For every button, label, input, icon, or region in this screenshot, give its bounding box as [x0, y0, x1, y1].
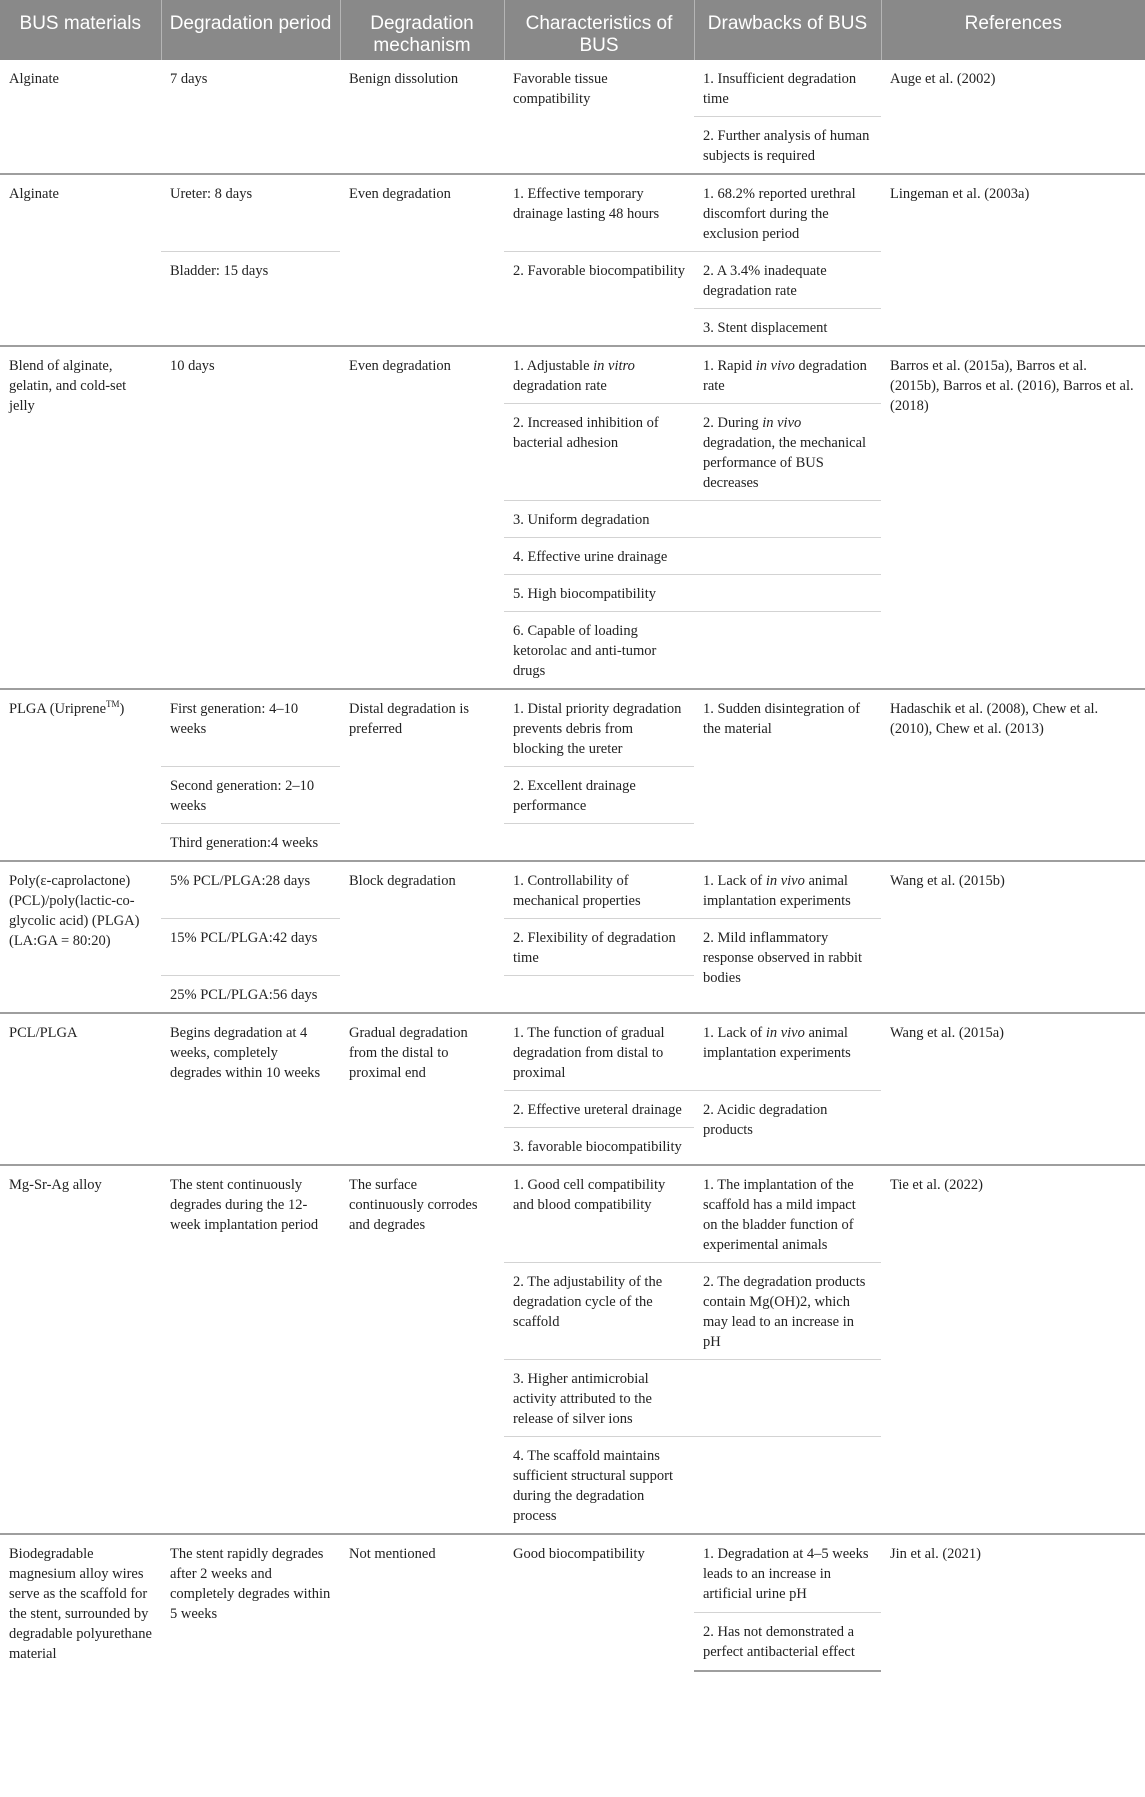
- italic-term: in vivo: [762, 415, 802, 431]
- cell-characteristic: 6. Capable of loading ketorolac and anti-tumor drugs: [504, 612, 694, 690]
- header-row: [0, 0, 1145, 60]
- text-segment: 1. Rapid: [703, 358, 756, 374]
- cell-mechanism: Not mentioned: [340, 1534, 504, 1671]
- table-row: [0, 1165, 1145, 1263]
- header-drawbacks: Drawbacks of BUS: [694, 0, 881, 60]
- cell-characteristic: 4. Effective urine drainage: [504, 538, 694, 575]
- cell-drawback: 2. Has not demonstrated a perfect antibacterial effect: [694, 1613, 881, 1671]
- cell-reference: Barros et al. (2015a), Barros et al. (2015b), Barros et al. (2016), Barros et al. (2018): [881, 346, 1145, 689]
- cell-material: Mg-Sr-Ag alloy: [0, 1165, 161, 1534]
- cell-characteristic: 5. High biocompatibility: [504, 575, 694, 612]
- cell-characteristic: 1. Distal priority degradation prevents debris from blocking the ureter: [504, 689, 694, 767]
- cell-characteristic: 2. Effective ureteral drainage: [504, 1091, 694, 1128]
- cell-characteristic: 3. favorable biocompatibility: [504, 1128, 694, 1166]
- header-characteristics: Characteristics of BUS: [504, 0, 694, 60]
- cell-material: [0, 689, 161, 861]
- italic-term: in vivo: [755, 358, 795, 374]
- cell-material: Blend of alginate, gelatin, and cold-set jelly: [0, 346, 161, 689]
- cell-drawback: 2. The degradation products contain Mg(OH)2, which may lead to an increase in pH: [694, 1263, 881, 1360]
- cell-drawback-empty: [694, 1437, 881, 1535]
- cell-drawback: 1. Sudden disintegration of the material: [694, 689, 881, 861]
- cell-mechanism: Benign dissolution: [349, 71, 459, 87]
- cell-reference: Wang et al. (2015a): [881, 1013, 1145, 1165]
- cell-drawback-empty: [694, 501, 881, 538]
- cell-characteristic: [504, 346, 694, 404]
- cell-characteristic: 3. Uniform degradation: [504, 501, 694, 538]
- cell-period: Third generation:4 weeks: [161, 824, 340, 862]
- cell-drawback: [694, 1013, 881, 1091]
- text-segment: animal implantation experiments: [703, 873, 851, 909]
- text-segment: degradation, the mechanical performance of BUS decreases: [703, 435, 867, 491]
- cell-drawback: 2. Acidic degradation products: [694, 1091, 881, 1166]
- cell-drawback: 2. A 3.4% inadequate degradation rate: [694, 252, 881, 309]
- cell-material: Alginate: [9, 71, 59, 87]
- cell-period: Begins degradation at 4 weeks, completely degrades within 10 weeks: [161, 1013, 340, 1165]
- table-row: [0, 346, 1145, 404]
- cell-characteristic: 1. Controllability of mechanical properties: [504, 861, 694, 919]
- cell-characteristic: 2. Excellent drainage performance: [504, 767, 694, 824]
- cell-drawback: 1. The implantation of the scaffold has a mild impact on the bladder function of experimental animals: [694, 1165, 881, 1263]
- cell-characteristic: 2. The adjustability of the degradation cycle of the scaffold: [504, 1263, 694, 1360]
- cell-characteristic: 1. Good cell compatibility and blood compatibility: [504, 1165, 694, 1263]
- cell-period: 10 days: [161, 346, 340, 689]
- table-row: [0, 1534, 1145, 1613]
- cell-period: The stent continuously degrades during the 12-week implantation period: [161, 1165, 340, 1534]
- cell-period: 15% PCL/PLGA:42 days: [161, 919, 340, 976]
- cell-period: Bladder: 15 days: [161, 252, 340, 347]
- cell-drawback: 2. Further analysis of human subjects is required: [694, 117, 881, 175]
- cell-period: Ureter: 8 days: [161, 174, 340, 252]
- cell-mechanism: Even degradation: [340, 346, 504, 689]
- cell-drawback: [694, 861, 881, 919]
- cell-mechanism: Gradual degradation from the distal to proximal end: [340, 1013, 504, 1165]
- cell-mechanism: Even degradation: [340, 174, 504, 346]
- cell-characteristic: 2. Favorable biocompatibility: [504, 252, 694, 347]
- italic-term: in vitro: [593, 358, 635, 374]
- cell-characteristic: Good biocompatibility: [504, 1534, 694, 1671]
- cell-reference: Lingeman et al. (2003a): [881, 174, 1145, 346]
- table-row: [0, 174, 1145, 252]
- header-references: References: [881, 0, 1145, 60]
- cell-period: 5% PCL/PLGA:28 days: [161, 861, 340, 919]
- text-segment: 2. During: [703, 415, 763, 431]
- cell-drawback: 3. Stent displacement: [694, 309, 881, 347]
- cell-characteristic-empty: [504, 824, 694, 862]
- cell-characteristic: 1. The function of gradual degradation from distal to proximal: [504, 1013, 694, 1091]
- text-segment: animal implantation experiments: [703, 1025, 851, 1061]
- table-row: [0, 1013, 1145, 1091]
- header-mechanism: Degradation mechanism: [340, 0, 504, 60]
- text-segment: ): [119, 701, 125, 717]
- table-row: [0, 861, 1145, 919]
- cell-drawback-empty: [694, 1360, 881, 1437]
- trademark-mark: TM: [106, 699, 120, 710]
- cell-drawback-empty: [694, 575, 881, 612]
- cell-drawback-empty: [694, 612, 881, 690]
- cell-drawback: [694, 346, 881, 404]
- cell-mechanism: Block degradation: [340, 861, 504, 1013]
- cell-material: Biodegradable magnesium alloy wires serve as the scaffold for the stent, surrounded by degradable polyurethane material: [0, 1534, 161, 1671]
- table-row: [0, 60, 1145, 117]
- cell-mechanism: Distal degradation is preferred: [340, 689, 504, 861]
- cell-drawback: 2. Mild inflammatory response observed in rabbit bodies: [694, 919, 881, 1014]
- cell-material: Poly(ε-caprolactone) (PCL)/poly(lactic-co-glycolic acid) (PLGA) (LA:GA = 80:20): [0, 861, 161, 1013]
- cell-characteristic: 2. Flexibility of degradation time: [504, 919, 694, 976]
- cell-reference: Hadaschik et al. (2008), Chew et al. (2010), Chew et al. (2013): [881, 689, 1145, 861]
- header-materials: BUS materials: [0, 0, 161, 60]
- cell-characteristic: Favorable tissue compatibility: [513, 71, 608, 107]
- italic-term: in vivo: [765, 873, 805, 889]
- cell-drawback-empty: [694, 538, 881, 575]
- text-segment: 1. Adjustable: [513, 358, 594, 374]
- cell-material: Alginate: [0, 174, 161, 346]
- text-segment: PLGA (Uriprene: [9, 701, 107, 717]
- italic-term: in vivo: [765, 1025, 805, 1041]
- text-segment: 1. Lack of: [703, 1025, 766, 1041]
- cell-characteristic-empty: [504, 976, 694, 1014]
- cell-reference: Tie et al. (2022): [881, 1165, 1145, 1534]
- header-period: Degradation period: [161, 0, 340, 60]
- table-row: [0, 689, 1145, 767]
- cell-reference: Wang et al. (2015b): [881, 861, 1145, 1013]
- cell-period: Second generation: 2–10 weeks: [161, 767, 340, 824]
- text-segment: degradation rate: [703, 358, 867, 394]
- cell-characteristic: 3. Higher antimicrobial activity attributed to the release of silver ions: [504, 1360, 694, 1437]
- cell-characteristic: 2. Increased inhibition of bacterial adhesion: [504, 404, 694, 501]
- cell-material: PCL/PLGA: [0, 1013, 161, 1165]
- cell-drawback: [694, 404, 881, 501]
- cell-reference: Jin et al. (2021): [881, 1534, 1145, 1671]
- cell-characteristic: 4. The scaffold maintains sufficient structural support during the degradation process: [504, 1437, 694, 1535]
- cell-drawback: 1. Insufficient degradation time: [703, 71, 857, 107]
- text-segment: 1. Lack of: [703, 873, 766, 889]
- cell-drawback: 1. Degradation at 4–5 weeks leads to an increase in artificial urine pH: [694, 1534, 881, 1613]
- cell-reference: Auge et al. (2002): [890, 71, 996, 87]
- cell-period: First generation: 4–10 weeks: [161, 689, 340, 767]
- text-segment: degradation rate: [513, 378, 607, 394]
- cell-mechanism: The surface continuously corrodes and degrades: [340, 1165, 504, 1534]
- cell-period: 7 days: [170, 71, 208, 87]
- cell-period: 25% PCL/PLGA:56 days: [161, 976, 340, 1014]
- cell-drawback: 1. 68.2% reported urethral discomfort during the exclusion period: [694, 174, 881, 252]
- cell-characteristic: 1. Effective temporary drainage lasting 48 hours: [504, 174, 694, 252]
- cell-period: The stent rapidly degrades after 2 weeks and completely degrades within 5 weeks: [161, 1534, 340, 1671]
